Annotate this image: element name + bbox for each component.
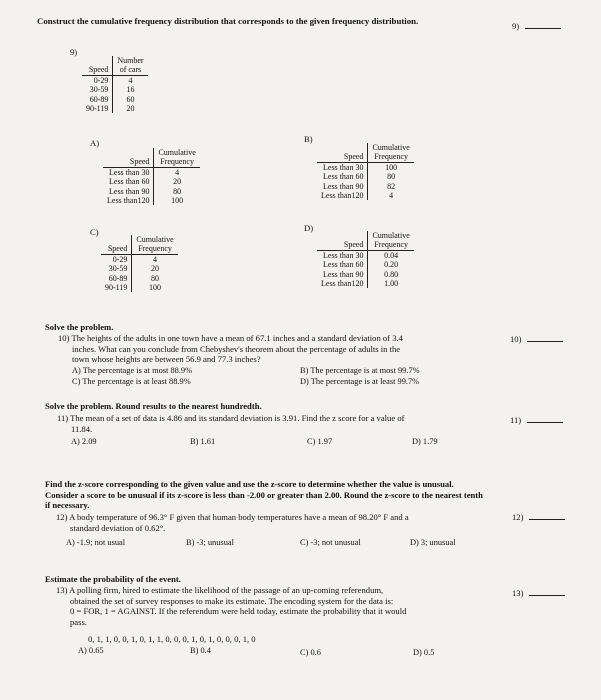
q13-option-b[interactable]: B) 0.4 [190,646,211,655]
table-cell: 30-59 [101,264,132,273]
table-cell: Less than 90 [317,270,368,279]
table-cell: 100 [385,162,398,172]
q11-number: 11) [510,415,522,425]
col-header: Cumulative [136,235,174,244]
q11-line1: 11) The mean of a set of data is 4.86 and its standard deviation is 3.91. Find the z score for a value of [57,413,405,423]
q10-text [58,333,498,365]
table-cell: 0.20 [384,260,399,270]
q13-option-d[interactable]: D) 0.5 [413,648,435,657]
col-header: Frequency [132,244,178,254]
q12-heading-line3: if necessary. [45,500,90,510]
q11-text [57,413,497,434]
q9-answer-blank[interactable] [525,21,561,29]
option-d-label[interactable]: D) [304,223,314,233]
col-header: of cars [113,65,148,75]
table-cell: Less than 90 [103,187,154,196]
q12-section-heading [45,479,585,511]
q11-answer [510,415,563,426]
table-cell: 0.04 [384,250,399,260]
q12-heading-line1: Find the z-score corresponding to the given value and use the z-score to determine whether the value is unusual. [45,479,454,489]
q10-option-a[interactable]: A) The percentage is at most 88.9% [72,366,193,375]
table-cell: 16 [126,85,135,95]
q11-option-c[interactable]: C) 1.97 [307,437,333,446]
option-d-table [317,231,414,288]
q13-line2: obtained the set of survey responses to make its estimate. The encoding system for the data is: [70,595,394,606]
q11-option-a[interactable]: A) 2.09 [71,437,97,446]
table-cell: 82 [387,181,396,191]
q13-section-heading: Estimate the probability of the event. [45,574,181,584]
q12-heading-line2: Consider a score to be unusual if its z-score is less than -2.00 or greater than 2.00. Round the z-score to the nearest tenth [45,489,483,500]
table-cell: 20 [126,104,135,114]
table-cell: Less than 30 [103,167,154,177]
table-cell: Less than 60 [103,177,154,186]
q12-option-d[interactable]: D) 3; unusual [410,538,456,547]
col-header: Frequency [368,240,414,250]
col-header: Speed [317,152,368,162]
table-cell: Less than 30 [317,162,368,172]
q12-line2: standard deviation of 0.62°. [70,522,166,533]
table-cell: 80 [387,172,396,182]
q10-line2: inches. What can you conclude from Chebyshev's theorem about the percentage of adults in the [72,343,401,354]
q13-line3: 0 = FOR, 1 = AGAINST. If the referendum were held today, estimate the probability that it would [70,606,407,616]
table-cell: 90-119 [82,104,113,113]
q9-label: 9) [70,47,78,57]
table-cell: 60-89 [82,95,113,104]
table-cell: 100 [171,196,184,206]
q12-option-b[interactable]: B) -3; unusual [186,538,234,547]
col-header: Number [117,56,144,65]
table-cell: 100 [149,283,162,293]
q9-number-label: 9) [512,21,520,31]
table-cell: 4 [175,167,180,177]
table-cell: 4 [128,75,133,85]
table-cell: 0-29 [82,75,113,85]
q10-option-b[interactable]: B) The percentage is at most 99.7% [300,366,420,375]
table-cell: 0-29 [101,254,132,264]
col-header: Speed [101,244,132,254]
col-header: Cumulative [372,231,410,240]
table-cell: Less than 30 [317,250,368,260]
q12-text [56,512,506,533]
table-cell: 4 [153,254,158,264]
table-cell: 4 [389,191,394,201]
q9-frequency-table [82,56,148,113]
q12-option-a[interactable]: A) -1.9; not usual [66,538,126,547]
q13-option-c[interactable]: C) 0.6 [300,648,321,657]
option-c-table [101,235,178,292]
q10-option-d[interactable]: D) The percentage is at least 99.7% [300,377,420,386]
option-a-label[interactable]: A) [90,138,100,148]
q10-option-c[interactable]: C) The percentage is at least 88.9% [72,377,191,386]
col-header: Speed [317,240,368,250]
col-header: Frequency [154,157,200,167]
table-cell: 80 [173,186,182,196]
col-header: Frequency [368,152,414,162]
table-cell: Less than120 [103,196,154,205]
q12-number: 12) [512,512,524,522]
table-cell: 60 [126,94,135,104]
q11-option-b[interactable]: B) 1.61 [190,437,216,446]
col-header: Speed [103,157,154,167]
table-cell: Less than 60 [317,260,368,269]
q12-answer [512,512,565,523]
q11-section-heading: Solve the problem. Round results to the nearest hundredth. [45,401,262,411]
q13-number: 13) [512,588,524,598]
q13-data-list: 0, 1, 1, 0, 0, 1, 0, 1, 1, 0, 0, 0, 1, 0, 1, 0, 0, 0, 1, 0 [88,634,256,644]
table-cell: 30-59 [82,85,113,94]
table-cell: 80 [151,273,160,283]
option-b-table [317,143,414,200]
q10-answer-blank[interactable] [527,334,563,342]
option-c-label[interactable]: C) [90,227,99,237]
q13-answer-blank[interactable] [529,588,565,596]
col-header: Cumulative [158,148,196,157]
table-cell: Less than120 [317,279,368,288]
instruction-heading: Construct the cumulative frequency distribution that corresponds to the given frequency distribution. [37,16,419,26]
q12-option-c[interactable]: C) -3; not unusual [300,538,361,547]
q13-line4: pass. [70,616,87,627]
q13-answer [512,588,565,599]
col-header: Cumulative [372,143,410,152]
q11-answer-blank[interactable] [527,415,563,423]
table-cell: Less than120 [317,191,368,200]
q12-answer-blank[interactable] [529,512,565,520]
option-a-table [103,148,200,205]
q13-text [56,585,506,627]
q10-number: 10) [510,334,522,344]
table-cell: 20 [173,177,182,187]
q10-section-heading: Solve the problem. [45,322,114,332]
q11-line2: 11.84. [71,423,93,434]
q13-option-a[interactable]: A) 0.65 [78,646,104,655]
option-b-label[interactable]: B) [304,134,313,144]
table-cell: 0.80 [384,269,399,279]
table-cell: 90-119 [101,283,132,292]
table-cell: Less than 90 [317,182,368,191]
table-cell: 1.00 [384,279,399,289]
q11-option-d[interactable]: D) 1.79 [412,437,438,446]
table-cell: 20 [151,264,160,274]
q13-line1: 13) A polling firm, hired to estimate the likelihood of the passage of an up-coming referendum, [56,585,384,595]
q10-answer [510,334,563,345]
q10-line3: town whose heights are between 56.9 and 77.3 inches? [72,354,261,364]
col-header: Speed [82,65,113,75]
table-cell: 60-89 [101,274,132,283]
question-9-number [512,21,561,32]
table-cell: Less than 60 [317,172,368,181]
q12-line1: 12) A body temperature of 96.3° F given that human body temperatures have a mean of 98.20° F and a [56,512,409,522]
q10-line1: 10) The heights of the adults in one town have a mean of 67.1 inches and a standard deviation of 3.4 [58,333,403,343]
